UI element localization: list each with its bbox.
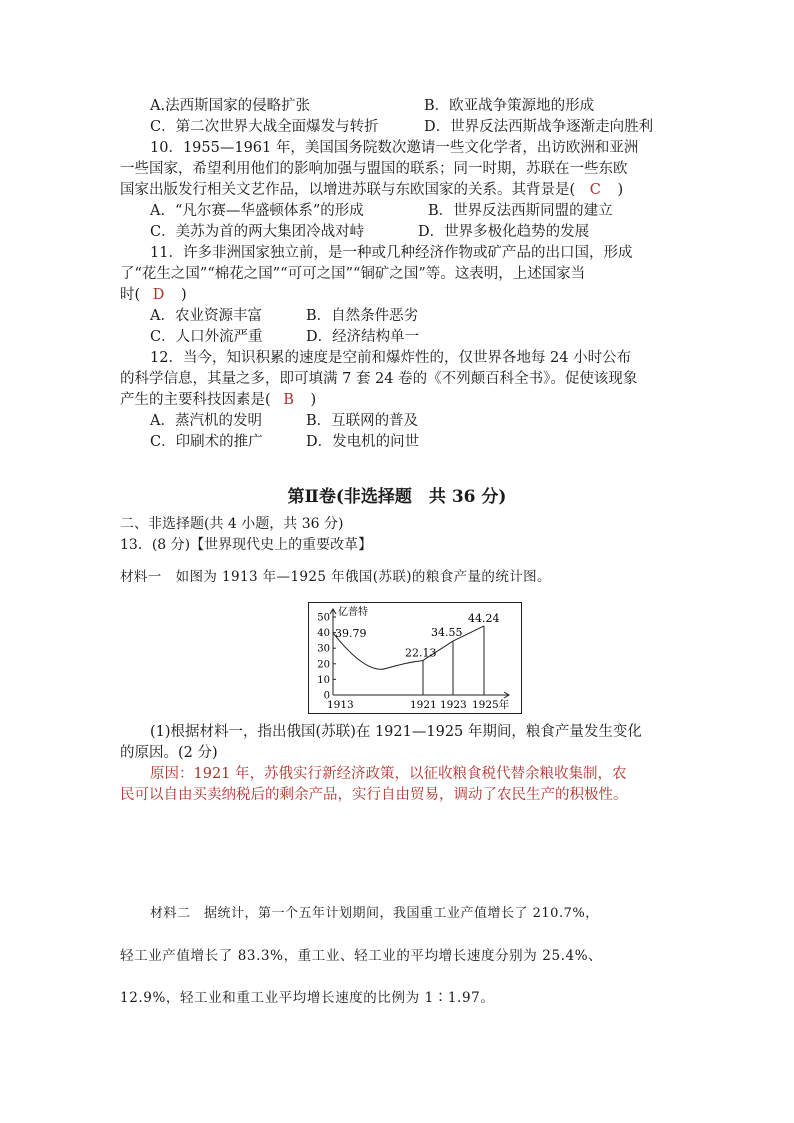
x-tick-label-3: 1925年	[472, 699, 510, 711]
q11-close-paren: )	[181, 287, 187, 303]
q11-option-d: D．经济结构单一	[306, 329, 420, 345]
q12-option-b: B．互联网的普及	[306, 413, 419, 429]
data-label-1921: 22.13	[405, 646, 437, 660]
q11-option-b: B．自然条件恶劣	[306, 308, 419, 324]
q12-stem-2: 的科学信息，其量之多，即可填满 7 套 24 卷的《不列颠百科全书》。促使该现象	[120, 371, 638, 387]
data-label-1923: 34.55	[431, 626, 463, 640]
q12-stem-1: 12．当今，知识积累的速度是空前和爆炸性的，仅世界各地每 24 小时公布	[150, 350, 632, 366]
q11-option-a: A．农业资源丰富	[150, 308, 262, 324]
material-1-text: 材料一 如图为 1913 年—1925 年俄国(苏联)的粮食产量的统计图。	[120, 569, 551, 585]
q12-option-d: D．发电机的问世	[306, 434, 420, 450]
q9-option-c: C．第二次世界大战全面爆发与转折	[150, 119, 379, 135]
q12-option-c: C．印刷术的推广	[150, 434, 263, 450]
y-tick-label: 10	[317, 674, 330, 686]
q11-stem-3-text: 时(	[120, 287, 141, 303]
material-2-line-1: 材料二 据统计，第一个五年计划期间，我国重工业产值增长了 210.7%，	[150, 906, 599, 921]
section-title: 第Ⅱ卷(非选择题 共 36 分)	[287, 487, 507, 507]
q13-1-line-1: (1)根据材料一，指出俄国(苏联)在 1921—1925 年期间，粮食产量发生变化	[150, 724, 642, 740]
x-tick-label-0: 1913	[327, 699, 354, 711]
q10-option-b: B．世界反法西斯同盟的建立	[428, 203, 613, 219]
q9-option-a: A.法西斯国家的侵略扩张	[150, 98, 311, 114]
q10-option-c: C．美苏为首的两大集团冷战对峙	[150, 224, 365, 240]
q10-answer: C	[589, 182, 601, 198]
q13-1-line-2: 的原因。(2 分)	[120, 745, 218, 761]
y-tick-label: 40	[317, 628, 330, 640]
chart-svg	[309, 603, 521, 713]
material-2-line-2: 轻工业产值增长了 83.3%，重工业、轻工业的平均增长速度分别为 25.4%、	[120, 948, 603, 964]
grain-output-chart	[308, 602, 522, 714]
q13-1-answer-line-1	[150, 764, 627, 784]
x-tick-label-2: 1923	[440, 699, 467, 711]
material-2-line-3: 12.9%，轻工业和重工业平均增长速度的比例为 1∶1.97。	[120, 990, 495, 1006]
data-label-1913: 39.79	[335, 626, 367, 640]
q13-heading: 13．(8 分)【世界现代史上的重要改革】	[120, 537, 373, 553]
q11-stem-2: 了“花生之国”“棉花之国”“可可之国”“铜矿之国”等。这表明，上述国家当	[120, 266, 586, 282]
q11-stem-3	[120, 285, 187, 305]
y-tick-label: 0	[323, 690, 330, 702]
q10-option-a: A．“凡尔赛—华盛顿体系”的形成	[150, 203, 364, 219]
q11-stem-1: 11．许多非洲国家独立前，是一种或几种经济作物或矿产品的出口国，形成	[150, 245, 633, 261]
q10-stem-1: 10．1955—1961 年，美国国务院数次邀请一些文化学者，出访欧洲和亚洲	[150, 140, 639, 156]
q11-answer: D	[152, 287, 165, 303]
y-tick-label: 50	[317, 612, 330, 624]
y-axis-unit-label: 亿普特	[338, 607, 368, 618]
q10-close-paren: )	[617, 182, 624, 198]
q9-option-b: B．欧亚战争策源地的形成	[424, 98, 595, 114]
q12-stem-3	[120, 390, 316, 410]
x-tick-label-1: 1921	[410, 699, 437, 711]
data-label-1925年: 44.24	[468, 611, 500, 625]
answer-prefix: 原因：	[150, 766, 194, 782]
q12-close-paren: )	[310, 392, 317, 408]
q10-option-d: D．世界多极化趋势的发展	[418, 224, 590, 240]
answer-text-1: 1921 年，苏俄实行新经济政策，以征收粮食税代替余粮收集制，农	[193, 766, 627, 782]
q11-option-c: C．人口外流严重	[150, 329, 263, 345]
q12-answer: B	[283, 392, 294, 408]
q13-1-answer-line-2: 民可以自由买卖纳税后的剩余产品，实行自由贸易，调动了农民生产的积极性。	[120, 787, 628, 803]
q10-stem-3-text: 国家出版发行相关文艺作品，以增进苏联与东欧国家的关系。其背景是(	[120, 182, 576, 198]
y-tick-label: 30	[317, 643, 330, 655]
y-tick-label: 20	[317, 659, 330, 671]
q12-option-a: A．蒸汽机的发明	[150, 413, 262, 429]
q9-option-d: D．世界反法西斯战争逐渐走向胜利	[424, 119, 654, 135]
q12-stem-3-text: 产生的主要科技因素是(	[120, 392, 271, 408]
q10-stem-3	[120, 180, 623, 200]
q10-stem-2: 一些国家，希望利用他们的影响加强与盟国的联系；同一时期，苏联在一些东欧	[120, 161, 628, 177]
section-heading: 二、非选择题(共 4 小题，共 36 分)	[120, 516, 344, 532]
